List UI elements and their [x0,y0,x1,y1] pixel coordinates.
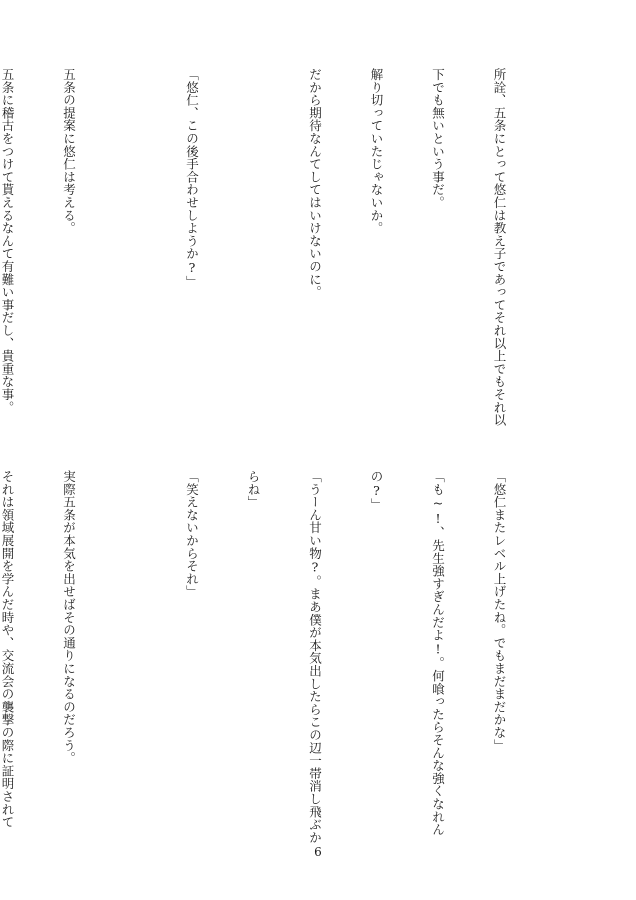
text-line: それは領域展開を学んだ時や、交流会の襲撃の際に証明されて [0,470,15,829]
dialogue-line: らね」 [246,470,261,509]
text-line: 五条の提案に悠仁は考える。 [61,68,77,235]
text-line: 実際五条が本気を出せばその通りになるのだろう。 [61,470,77,765]
text-line: 解り切っていたじゃないか。 [369,68,384,235]
top-text-block [0,68,550,448]
dialogue-line: 「悠仁、この後手合わせしようか?」 [184,68,200,289]
dialogue-line: 「悠仁またレベル上げたね。でもまだまだかな」 [492,470,507,752]
blank-line [120,470,141,850]
dialogue-line: 「笑えないからそれ」 [184,470,200,598]
bottom-text-block [0,470,550,850]
text-line: だから期待なんてしてはいけないのに。 [307,68,323,299]
blank-line [243,68,264,448]
dialogue-line: の?」 [369,470,384,511]
blank-line [120,68,141,448]
text-line: 五条に稽古をつけて貰えるなんて有難い事だし、貴重な事。 [0,68,15,414]
page-number: 6 [314,845,322,859]
dialogue-line: 「も~!、先生強すぎんだよ!。何喰ったらそんな強くなれん [430,470,446,836]
text-line: 所詮、五条にとって悠仁は教え子であってそれ以上でもそれ以 [492,68,507,427]
dialogue-line: 「うーん甘い物?。まあ僕が本気出したらこの辺一帯消し飛ぶか [307,470,323,844]
text-line: 下でも無いという事だ。 [430,68,446,209]
